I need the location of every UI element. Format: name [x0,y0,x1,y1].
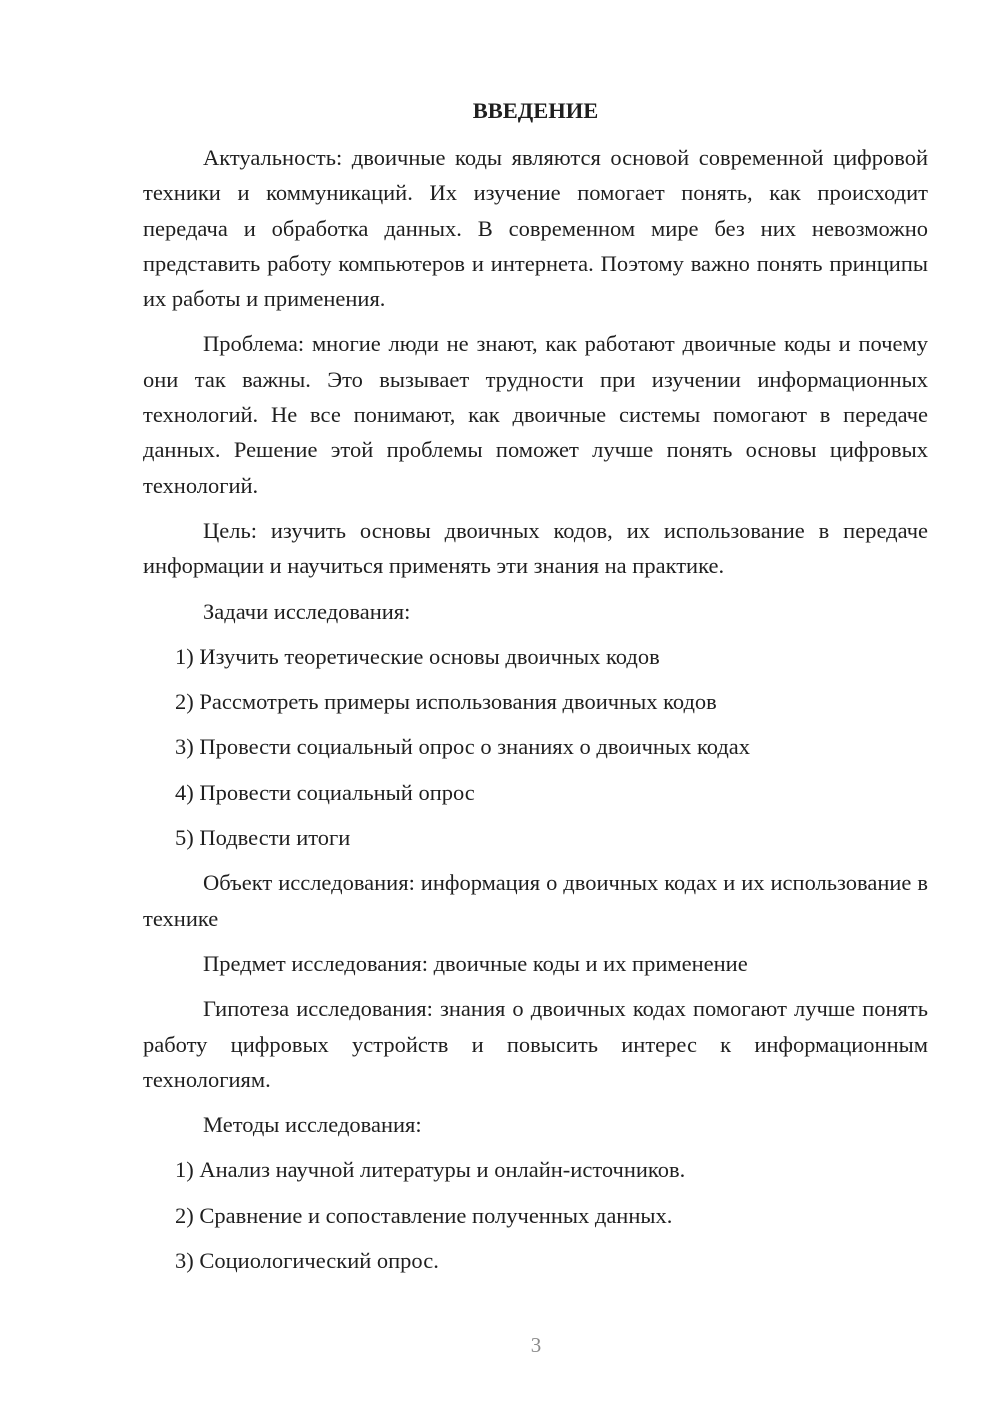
list-item: 3) Провести социальный опрос о знаниях о двоичных кодах [175,734,751,760]
paragraph-subject: Предмет исследования: двоичные коды и их применение [203,950,748,976]
methods-list [143,1152,928,1278]
paragraph-problem: Проблема: многие люди не знают, как работают двоичные коды и почему они так важны. Это вызывает трудности при изучении информационных технологий. Не все понимают, как двоичные системы помогают в передаче данных. Решение этой проблемы поможет лучше понять основы цифровых технологий. [143,331,928,498]
paragraph-hypothesis: Гипотеза исследования: знания о двоичных кодах помогают лучше понять работу цифровых устройств и повысить интерес к информационным технологиям. [143,996,928,1092]
list-item: 5) Подвести итоги [175,825,351,851]
list-item: 1) Анализ научной литературы и онлайн-источников. [175,1157,686,1183]
page-number: 3 [530,1333,542,1357]
list-item: 3) Социологический опрос. [175,1248,439,1274]
methods-heading: Методы исследования: [203,1112,422,1138]
paragraph-relevance: Актуальность: двоичные коды являются основой современной цифровой техники и коммуникаций. Их изучение помогает понять, как происходит передача и обработка данных. В современном мире без них невозможно представить работу компьютеров и интернета. Поэтому важно понять принципы их работы и применения. [143,145,928,312]
list-item: 4) Провести социальный опрос [175,779,475,805]
list-item: 1) Изучить теоретические основы двоичных кодов [175,643,660,669]
list-item: 2) Рассмотреть примеры использования двоичных кодов [175,689,717,715]
page-content [143,92,928,1288]
page-title: ВВЕДЕНИЕ [472,98,599,123]
paragraph-object: Объект исследования: информация о двоичных кодах и их использование в технике [143,870,928,931]
tasks-list [143,639,928,855]
list-item: 2) Сравнение и сопоставление полученных данных. [175,1202,673,1228]
paragraph-goal: Цель: изучить основы двоичных кодов, их использование в передаче информации и научиться применять эти знания на практике. [143,517,928,579]
tasks-heading: Задачи исследования: [203,598,411,624]
